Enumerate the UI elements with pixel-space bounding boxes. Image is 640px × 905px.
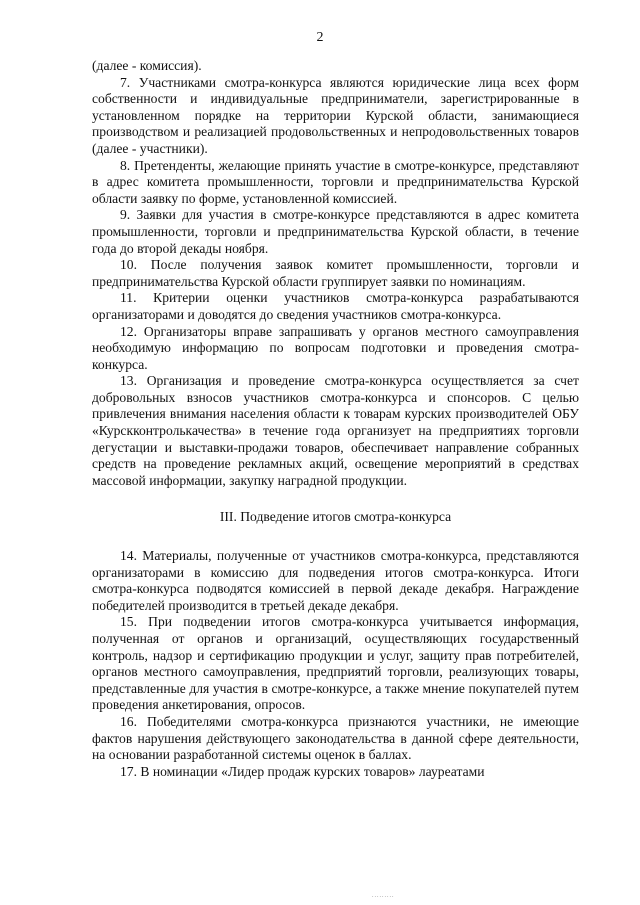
paragraph-p8: 8. Претенденты, желающие принять участие в смотре-конкурсе, представляют в адрес комитета промышленности, торговли и предпринимательства Курской области заявку по форме, установленной комиссией. [92, 157, 579, 206]
paragraph-p13: 13. Организация и проведение смотра-конкурса осуществляется за счет добровольных взносов участников смотра-конкурса и спонсоров. С целью привлечения внимания населения области к товарам курских производителей ОБУ «Курскконтролькачества» в течение года организует на предприятиях торговли дегустации и выставки-продажи товаров, обеспечивает направление собранных средств на проведение рекламных акций, освещение мероприятий в средствах массовой информации, закупку наградной продукции. [92, 373, 579, 488]
paragraph-p16: 16. Победителями смотра-конкурса признаются участники, не имеющие фактов нарушения действующего законодательства в данной сфере деятельности, на основании разработанной системы оценок в баллах. [92, 713, 579, 763]
paragraph-p15: 15. При подведении итогов смотра-конкурса учитывается информация, полученная от органов и организаций, осуществляющих государственный контроль, надзор и сертификацию продукции и услуг, защиту прав потребителей, органов местного самоуправления, предприятий торговли, реализующих товары, представленные для участия в смотре-конкурсе, а также мнение покупателей путем проведения анкетирования, опросов. [92, 614, 579, 713]
scan-artifact: ......... [372, 893, 395, 899]
section-heading: III. Подведение итогов смотра-конкурса [219, 509, 452, 525]
paragraph-p12: 12. Организаторы вправе запрашивать у органов местного самоуправления необходимую информацию по вопросам подготовки и проведения смотра-конкурса. [92, 323, 579, 372]
paragraphs-bottom [92, 548, 579, 780]
paragraph-p10: 10. После получения заявок комитет промышленности, торговли и предпринимательства Курской области группирует заявки по номинациям. [92, 257, 579, 289]
paragraph-p9: 9. Заявки для участия в смотре-конкурсе представляются в адрес комитета промышленности, торговли и предпринимательства Курской области, в течение года до второй декады ноября. [92, 207, 579, 256]
page-number: 2 [316, 30, 324, 45]
paragraphs-top [92, 58, 579, 489]
paragraph-p11: 11. Критерии оценки участников смотра-конкурса разрабатываются организаторами и доводятся до сведения участников смотра-конкурса. [92, 290, 579, 322]
document-body [92, 58, 579, 780]
paragraph-p-cont: (далее - комиссия). [92, 58, 202, 73]
paragraph-p7: 7. Участниками смотра-конкурса являются юридические лица всех форм собственности и индивидуальные предприниматели, зарегистрированные в установленном порядке на территории Курской области, занимающиеся производством и реализацией продовольственных и непродовольственных товаров (далее - участники). [92, 74, 579, 156]
paragraph-p17: 17. В номинации «Лидер продаж курских товаров» лауреатами [120, 763, 485, 779]
paragraph-p14: 14. Материалы, полученные от участников смотра-конкурса, представляются организаторами в комиссию для подведения итогов смотра-конкурса. Итоги смотра-конкурса подводятся комиссией в первой декаде декабря. Награждение победителей производится в третьей декаде декабря. [92, 548, 579, 613]
